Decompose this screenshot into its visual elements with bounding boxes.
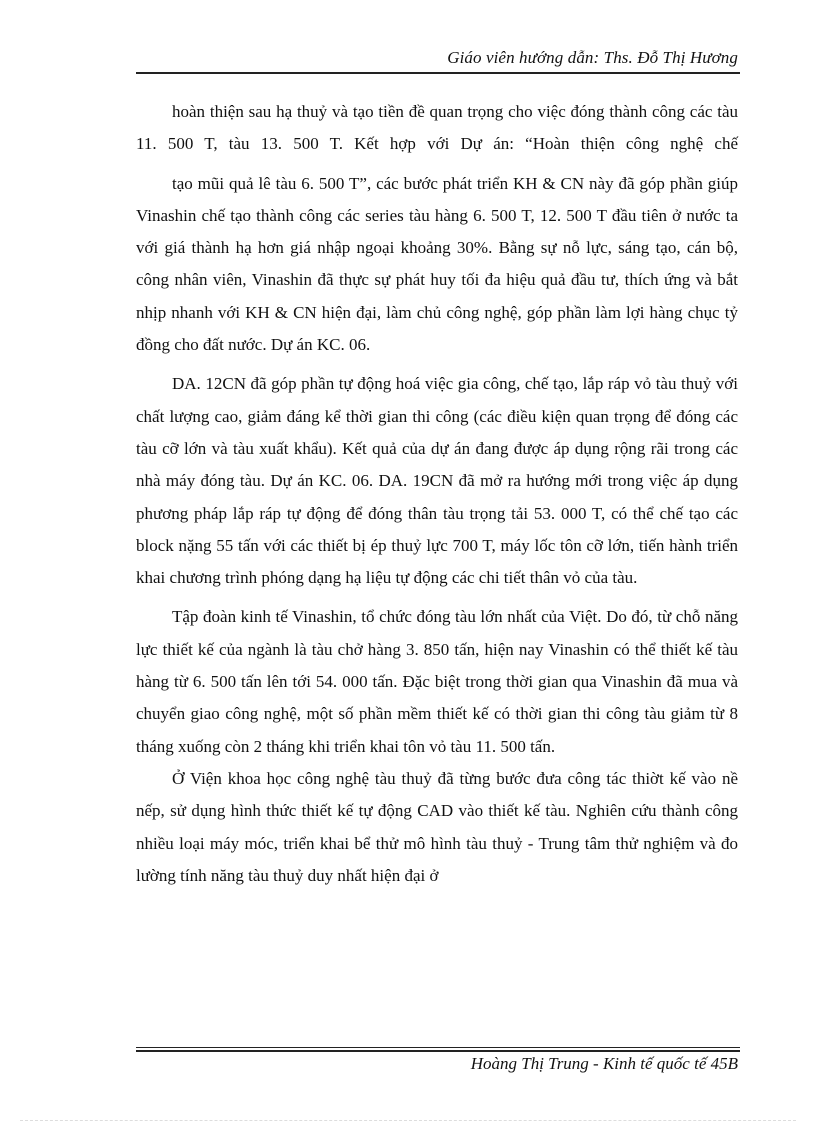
page-edge-divider <box>20 1120 796 1121</box>
paragraph-5: Ở Viện khoa học công nghệ tàu thuỷ đã từng bước đưa công tác thiờt kế vào nề nếp, sử dụng hình thức thiết kế tự động CAD vào thiết kế tàu. Nghiên cứu thành công nhiều loại máy móc, triển khai bể thử mô hình tàu thuỷ - Trung tâm thử nghiệm và đo lường tính năng tàu thuỷ duy nhất hiện đại ở <box>136 768 738 885</box>
paragraph-1: hoàn thiện sau hạ thuỷ và tạo tiền đề quan trọng cho việc đóng thành công các tàu 11. 500 T, tàu 13. 500 T. Kết hợp với Dự án: “Hoàn thiện công nghệ chế <box>136 102 738 154</box>
footer-rule-thick <box>136 1050 740 1052</box>
header-rule <box>136 72 740 74</box>
paragraph-2: tạo mũi quả lê tàu 6. 500 T”, các bước phát triển KH & CN này đã góp phần giúp Vinashin chế tạo thành công các series tàu hàng 6. 500 T, 12. 500 T đầu tiên ở nước ta với giá thành hạ hơn giá nhập ngoại khoảng 30%. Bằng sự nỗ lực, sáng tạo, cán bộ, công nhân viên, Vinashin đã thực sự phát huy tối đa hiệu quả đầu tư, thích ứng và bắt nhịp nhanh với KH & CN hiện đại, làm chủ công nghệ, góp phần làm lợi hàng chục tỷ đồng cho đất nước. Dự án KC. 06. <box>136 173 738 355</box>
page-footer: Hoàng Thị Trung - Kinh tế quốc tế 45B <box>470 1054 738 1073</box>
document-body <box>136 96 738 892</box>
footer-rule-thin <box>136 1047 740 1048</box>
page-header: Giáo viên hướng dẫn: Ths. Đỗ Thị Hương <box>447 48 738 67</box>
paragraph-3: DA. 12CN đã góp phần tự động hoá việc gia công, chế tạo, lắp ráp vỏ tàu thuỷ với chất lượng cao, giảm đáng kể thời gian thi công (các điều kiện quan trọng để đóng các tàu cỡ lớn và tàu xuất khẩu). Kết quả của dự án đang được áp dụng rộng rãi trong các nhà máy đóng tàu. Dự án KC. 06. DA. 19CN đã mở ra hướng mới trong việc áp dụng phương pháp lắp ráp tự động để đóng thân tàu trọng tải 53. 000 T, có thể chế tạo các block nặng 55 tấn với các thiết bị ép thuỷ lực 700 T, máy lốc tôn cỡ lớn, tiến hành triển khai chương trình phóng dạng hạ liệu tự động các chi tiết thân vỏ của tàu. <box>136 374 738 588</box>
paragraph-4: Tập đoàn kinh tế Vinashin, tổ chức đóng tàu lớn nhất của Việt. Do đó, từ chỗ năng lực thiết kế của ngành là tàu chở hàng 3. 850 tấn, hiện nay Vinashin có thể thiết kế tàu hàng từ 6. 500 tấn lên tới 54. 000 tấn. Đặc biệt trong thời gian qua Vinashin đã mua và chuyển giao công nghệ, một số phần mềm thiết kế có thời gian thi công tàu giảm từ 8 tháng xuống còn 2 tháng khi triển khai tôn vỏ tàu 11. 500 tấn. <box>136 607 738 756</box>
